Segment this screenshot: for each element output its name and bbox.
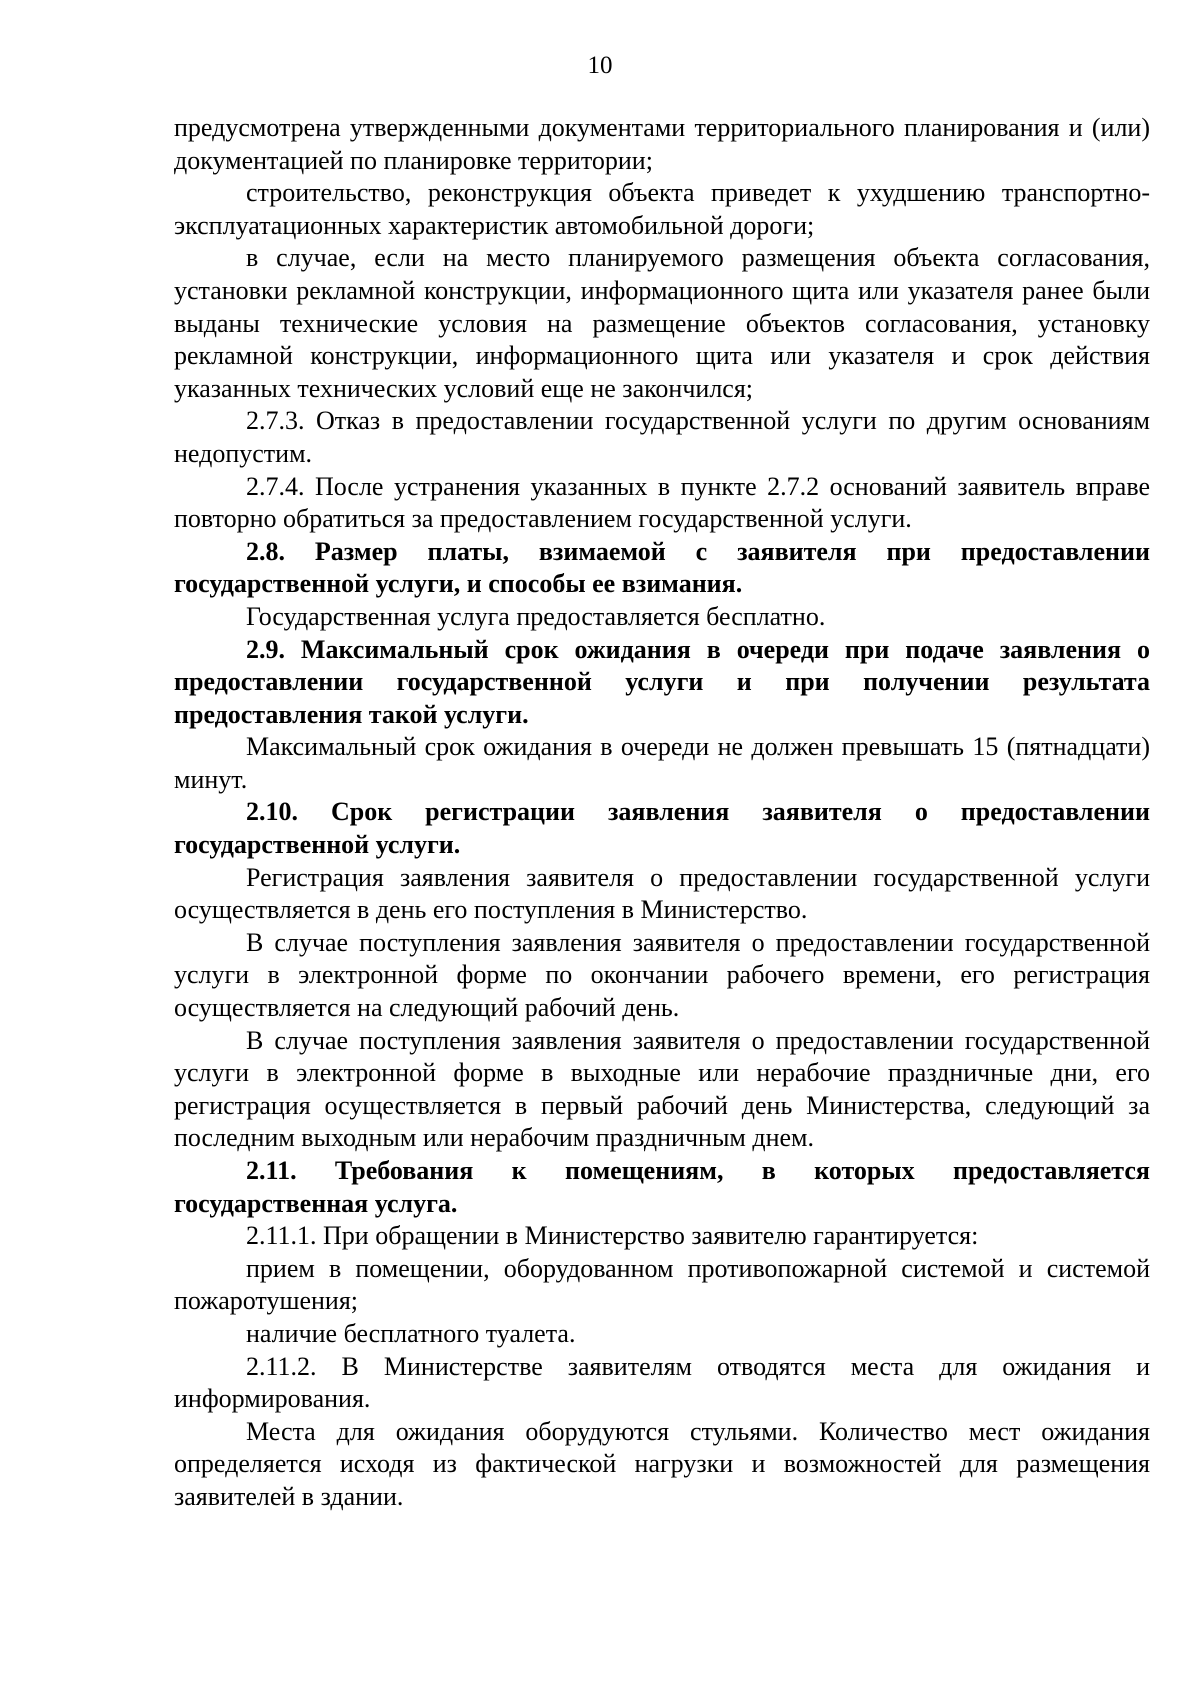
paragraph: 2.11.1. При обращении в Министерство заявителю гарантируется:	[246, 1221, 979, 1251]
paragraph: Регистрация заявления заявителя о предоставлении государственной услуги осуществляется в день его поступления в Министерство.	[174, 862, 1150, 925]
section-heading: 2.9. Максимальный срок ожидания в очереди при подаче заявления о предоставлении государственной услуги и при получении результата предоставления такой услуги.	[174, 634, 1150, 729]
paragraph: 2.7.3. Отказ в предоставлении государственной услуги по другим основаниям недопустим.	[174, 406, 1150, 468]
paragraph: прием в помещении, оборудованном противопожарной системой и системой пожаротушения;	[174, 1253, 1150, 1316]
paragraph: строительство, реконструкция объекта приведет к ухудшению транспортно-эксплуатационных характеристик автомобильной дороги;	[174, 178, 1150, 240]
section-heading: 2.10. Срок регистрации заявления заявителя о предоставлении государственной услуги.	[174, 797, 1150, 860]
section-heading: 2.8. Размер платы, взимаемой с заявителя при предоставлении государственной услуги, и способы ее взимания.	[174, 536, 1150, 599]
document-body	[174, 112, 1150, 1514]
paragraph: В случае поступления заявления заявителя о предоставлении государственной услуги в электронной форме по окончании рабочего времени, его регистрация осуществляется на следующий рабочий день.	[174, 927, 1150, 1023]
paragraph: 2.7.4. После устранения указанных в пункте 2.7.2 оснований заявитель вправе повторно обратиться за предоставлением государственной услуги.	[174, 471, 1150, 534]
paragraph: Максимальный срок ожидания в очереди не должен превышать 15 (пятнадцати) минут.	[174, 732, 1150, 794]
paragraph: 2.11.2. В Министерстве заявителям отводятся места для ожидания и информирования.	[174, 1351, 1150, 1414]
paragraph: Государственная услуга предоставляется бесплатно.	[246, 601, 826, 631]
paragraph: в случае, если на место планируемого размещения объекта согласования, установки рекламной конструкции, информационного щита или указателя ранее были выданы технические условия на размещение объектов согласования, установку рекламной конструкции, информационного щита или указателя и срок действия указанных технических условий еще не закончился;	[174, 243, 1150, 403]
paragraph: предусмотрена утвержденными документами территориального планирования и (или) документацией по планировке территории;	[174, 113, 1150, 175]
paragraph: наличие бесплатного туалета.	[246, 1318, 576, 1348]
paragraph: В случае поступления заявления заявителя о предоставлении государственной услуги в электронной форме в выходные или нерабочие праздничные дни, его регистрация осуществляется в первый рабочий день Министерства, следующий за последним выходным или нерабочим праздничным днем.	[174, 1025, 1150, 1153]
page-number: 10	[587, 52, 613, 79]
paragraph: Места для ожидания оборудуются стульями. Количество мест ожидания определяется исходя из фактической нагрузки и возможностей для размещения заявителей в здании.	[174, 1416, 1150, 1511]
section-heading: 2.11. Требования к помещениям, в которых предоставляется государственная услуга.	[174, 1156, 1150, 1218]
